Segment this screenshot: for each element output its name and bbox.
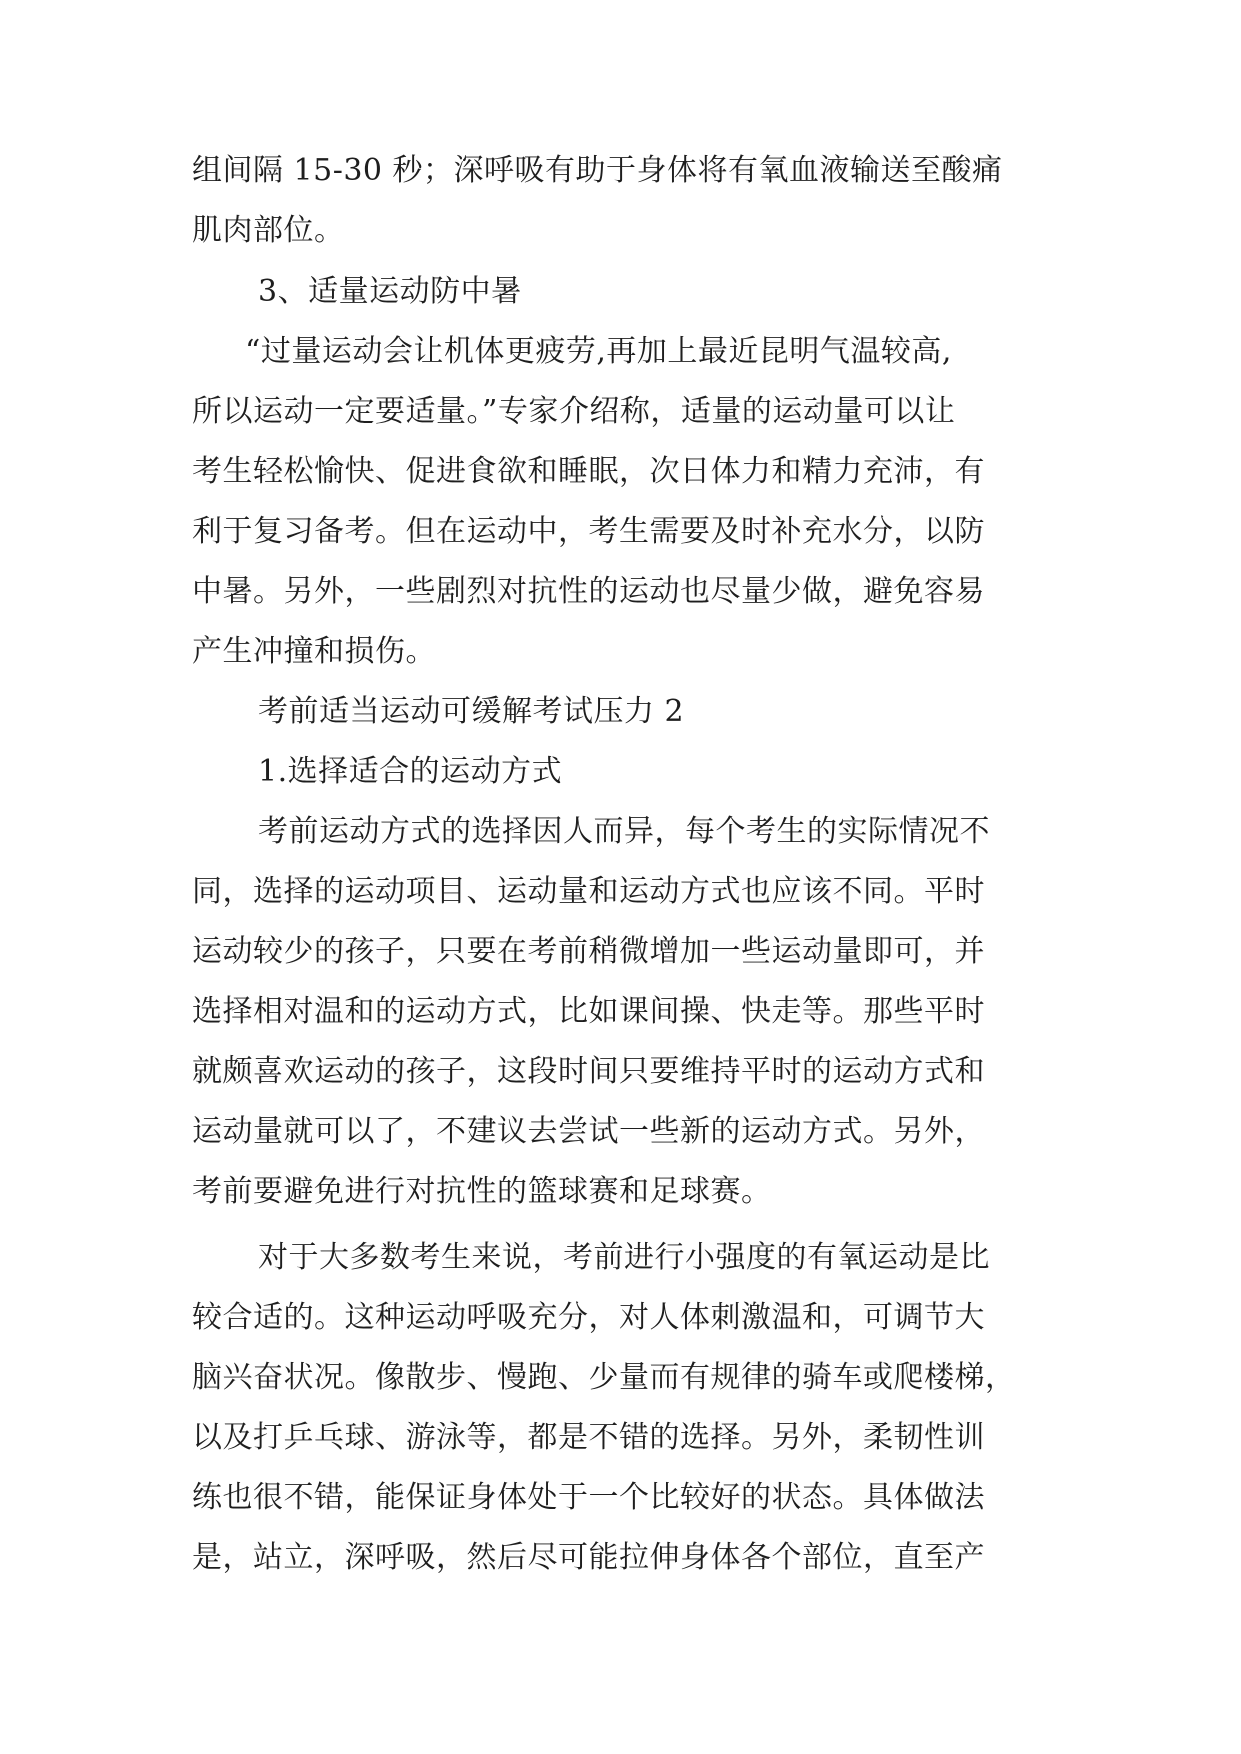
- text-line: 选择相对温和的运动方式，比如课间操、快走等。那些平时: [192, 994, 985, 1029]
- section-heading: 3、适量运动防中暑: [258, 274, 522, 309]
- text-line: 考前要避免进行对抗性的篮球赛和足球赛。: [192, 1174, 772, 1209]
- text-line: 中暑。另外，一些剧烈对抗性的运动也尽量少做，避免容易: [192, 574, 985, 609]
- text-line: 脑兴奋状况。像散步、慢跑、少量而有规律的骑车或爬楼梯，: [192, 1360, 1016, 1395]
- text-line: 考生轻松愉快、促进食欲和睡眠，次日体力和精力充沛，有: [192, 454, 985, 489]
- text-line: 同，选择的运动项目、运动量和运动方式也应该不同。平时: [192, 874, 985, 909]
- text-line: 肌肉部位。: [192, 213, 345, 248]
- text-line: 考前运动方式的选择因人而异，每个考生的实际情况不: [258, 814, 990, 849]
- text-line: 练也很不错，能保证身体处于一个比较好的状态。具体做法: [192, 1480, 985, 1515]
- text-line: 所以运动一定要适量。”专家介绍称，适量的运动量可以让: [192, 394, 956, 429]
- text-line: 产生冲撞和损伤。: [192, 634, 436, 669]
- section-heading: 1.选择适合的运动方式: [258, 754, 563, 789]
- text-line: 利于复习备考。但在运动中，考生需要及时补充水分，以防: [192, 514, 985, 549]
- text-line: 是，站立，深呼吸，然后尽可能拉伸身体各个部位，直至产: [192, 1540, 985, 1575]
- text-line: 对于大多数考生来说，考前进行小强度的有氧运动是比: [258, 1240, 990, 1275]
- text-line: 组间隔 15-30 秒；深呼吸有助于身体将有氧血液输送至酸痛: [192, 153, 1003, 188]
- article-title: 考前适当运动可缓解考试压力 2: [258, 694, 685, 729]
- text-line: “过量运动会让机体更疲劳,再加上最近昆明气温较高,: [245, 334, 952, 369]
- text-line: 就颇喜欢运动的孩子，这段时间只要维持平时的运动方式和: [192, 1054, 985, 1089]
- text-line: 以及打乒乓球、游泳等，都是不错的选择。另外，柔韧性训: [192, 1420, 985, 1455]
- text-line: 运动量就可以了，不建议去尝试一些新的运动方式。另外，: [192, 1114, 985, 1149]
- text-line: 运动较少的孩子，只要在考前稍微增加一些运动量即可，并: [192, 934, 985, 969]
- text-line: 较合适的。这种运动呼吸充分，对人体刺激温和，可调节大: [192, 1300, 985, 1335]
